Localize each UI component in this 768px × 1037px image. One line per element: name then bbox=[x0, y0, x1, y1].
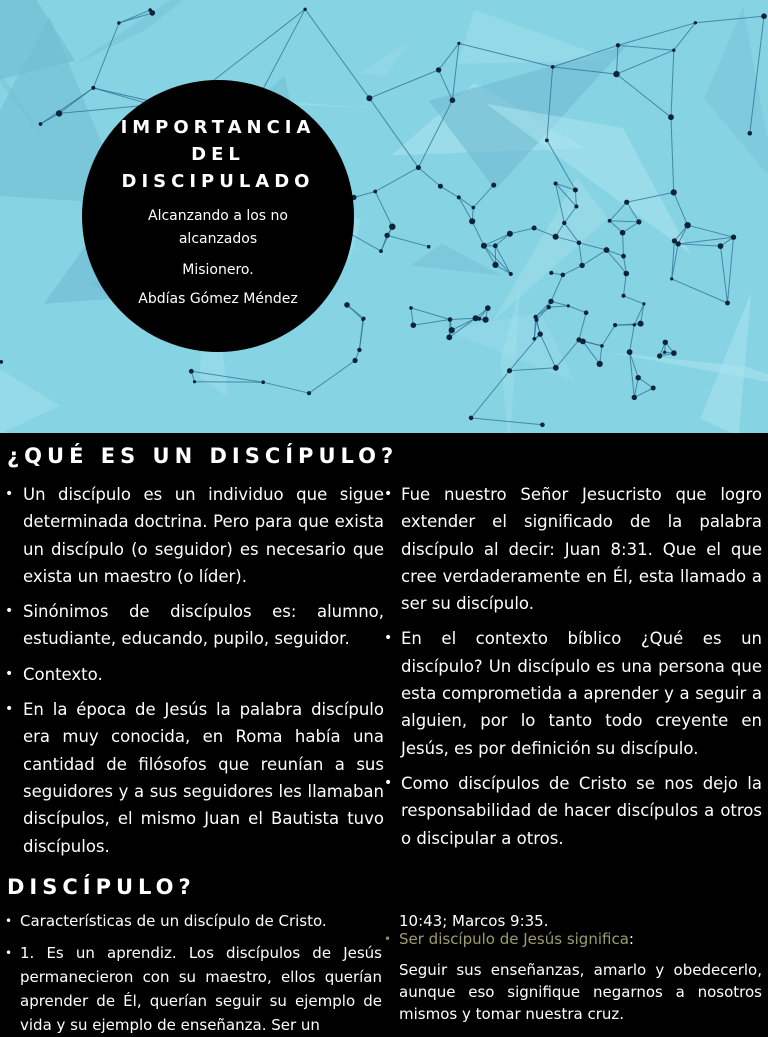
network-node bbox=[307, 391, 311, 395]
network-node bbox=[718, 243, 724, 249]
network-node bbox=[533, 337, 537, 341]
network-node bbox=[379, 249, 383, 253]
bullet-list bbox=[0, 909, 386, 1037]
background-facet bbox=[72, 0, 260, 66]
network-node bbox=[485, 305, 491, 311]
network-edge bbox=[309, 361, 355, 394]
network-node bbox=[576, 337, 581, 342]
network-edge bbox=[411, 308, 450, 320]
cover-title-line: DISCIPULADO bbox=[121, 168, 316, 195]
network-node bbox=[657, 353, 662, 358]
network-node bbox=[532, 226, 537, 231]
network-edge bbox=[674, 23, 696, 50]
network-node bbox=[567, 304, 570, 307]
network-node bbox=[117, 21, 120, 24]
network-node bbox=[189, 369, 194, 374]
network-node bbox=[361, 318, 364, 321]
network-node bbox=[303, 8, 306, 11]
network-edge bbox=[472, 221, 484, 245]
network-edge bbox=[413, 320, 450, 326]
network-node bbox=[622, 294, 626, 298]
list-item-text: En la época de Jesús la palabra discípulo era muy conocida, en Roma había una cantidad de filósofos que reunían a sus seguidores y a sus seguidores les llamaban discípulos, el mismo Juan el Bautista tuvo discípulos. bbox=[23, 700, 384, 855]
network-edge bbox=[638, 378, 653, 388]
bullet-list bbox=[0, 481, 386, 860]
network-node bbox=[671, 189, 677, 195]
scripture-reference: 10:43; Marcos 9:35. bbox=[384, 910, 768, 932]
network-node bbox=[438, 184, 443, 189]
network-node bbox=[624, 271, 630, 277]
network-node bbox=[409, 306, 413, 310]
bullet-list bbox=[384, 481, 768, 852]
network-node bbox=[469, 416, 474, 421]
bullet-icon: • bbox=[384, 481, 392, 508]
network-node bbox=[627, 349, 633, 355]
network-edge bbox=[634, 388, 653, 397]
network-edge bbox=[387, 235, 429, 246]
network-node bbox=[538, 331, 543, 336]
network-node bbox=[547, 305, 551, 309]
list-item bbox=[384, 625, 768, 761]
network-edge bbox=[721, 246, 728, 303]
cover-title-line: IMPORTANCIA bbox=[121, 114, 316, 141]
cover-title bbox=[121, 114, 316, 195]
right-column bbox=[384, 909, 768, 1024]
network-node bbox=[492, 262, 498, 268]
network-node bbox=[373, 190, 377, 194]
network-edge bbox=[624, 296, 644, 304]
cover-role: Misionero. bbox=[182, 260, 253, 280]
network-node bbox=[624, 200, 629, 205]
network-edge bbox=[671, 50, 674, 117]
network-edge bbox=[452, 43, 459, 100]
network-node bbox=[545, 139, 549, 143]
network-node bbox=[436, 67, 441, 72]
network-node bbox=[574, 205, 578, 209]
network-node bbox=[473, 315, 479, 321]
list-item-text: Como discípulos de Cristo se nos dejo la responsabilidad de hacer discípulos a otros o discipular a otros. bbox=[401, 774, 762, 848]
list-item-text: 1. Es un aprendiz. Los discípulos de Jesús permanecieron con su maestro, ellos querían aprender de Él, querían seguir su ejemplo de vida y su ejemplo de enseñanza. Ser un bbox=[20, 944, 382, 1034]
network-edge bbox=[579, 243, 607, 250]
left-column bbox=[0, 481, 386, 865]
network-node bbox=[584, 310, 589, 315]
network-node bbox=[457, 195, 461, 199]
network-node bbox=[731, 235, 736, 240]
network-node bbox=[91, 86, 95, 90]
network-node bbox=[261, 380, 265, 384]
highlight-label: Ser discípulo de Jesús significa bbox=[399, 930, 629, 948]
network-edge bbox=[728, 237, 734, 303]
network-edge bbox=[305, 9, 369, 98]
network-node bbox=[344, 302, 350, 308]
list-item bbox=[384, 481, 768, 617]
list-item-text: En el contexto bíblico ¿Qué es un discípulo? Un discípulo es una persona que esta comprometida a aprender y a seguir a alguien, por lo tanto todo creyente en Jesús, es por definición su discípulo. bbox=[401, 629, 762, 757]
network-node bbox=[507, 368, 512, 373]
network-edge bbox=[354, 192, 375, 198]
network-node bbox=[449, 327, 455, 333]
sub-bullet bbox=[384, 928, 768, 950]
network-edge bbox=[624, 274, 627, 296]
network-node bbox=[676, 241, 681, 246]
list-item-text: Características de un discípulo de Cristo. bbox=[20, 912, 327, 930]
list-item-text: Un discípulo es un individuo que sigue determinada doctrina. Pero para que exista un discípulo (o seguidor) es necesario que exista un maestro (o líder). bbox=[23, 485, 384, 586]
network-edge bbox=[347, 305, 363, 320]
bullet-icon: • bbox=[5, 661, 13, 688]
network-node bbox=[597, 361, 603, 367]
network-edge bbox=[439, 70, 453, 100]
network-edge bbox=[510, 228, 534, 234]
network-edge bbox=[473, 185, 493, 208]
network-edge bbox=[671, 117, 674, 192]
network-node bbox=[668, 114, 674, 120]
network-node bbox=[600, 344, 604, 348]
bullet-icon: • bbox=[5, 696, 13, 723]
network-edge bbox=[93, 23, 119, 88]
network-node bbox=[604, 247, 610, 253]
network-edge bbox=[579, 243, 582, 266]
network-edge bbox=[672, 279, 728, 303]
network-node bbox=[551, 65, 555, 69]
meaning-text: Seguir sus enseñanzas, amarlo y obedecerlo, aunque eso signifique negarnos a nosotros mismos y tomar nuestra cruz. bbox=[384, 959, 768, 1025]
list-item bbox=[0, 598, 386, 653]
network-edge bbox=[618, 23, 695, 46]
cover-slide bbox=[0, 0, 768, 433]
network-node bbox=[651, 386, 656, 391]
question-slide bbox=[0, 433, 768, 865]
background-facet bbox=[410, 244, 502, 276]
network-node bbox=[613, 323, 617, 327]
network-edge bbox=[602, 325, 615, 346]
slide-heading: ¿QUÉ ES UN DISCÍPULO? bbox=[7, 444, 398, 468]
bullet-icon: • bbox=[384, 625, 392, 652]
network-node bbox=[694, 21, 697, 24]
network-edge bbox=[471, 371, 509, 418]
network-node bbox=[553, 365, 559, 371]
cover-title-line: DEL bbox=[121, 141, 316, 168]
network-node bbox=[457, 42, 460, 45]
network-edge bbox=[617, 50, 674, 74]
network-node bbox=[533, 315, 537, 319]
network-node bbox=[553, 234, 559, 240]
network-edge bbox=[579, 313, 586, 340]
bullet-icon: • bbox=[5, 909, 12, 933]
network-node bbox=[483, 317, 489, 323]
network-node bbox=[725, 301, 730, 306]
network-node bbox=[448, 317, 453, 322]
network-node bbox=[509, 272, 513, 276]
network-node bbox=[621, 254, 626, 259]
right-column bbox=[384, 481, 768, 865]
network-node bbox=[554, 182, 558, 186]
network-edge bbox=[484, 246, 496, 265]
network-node bbox=[632, 395, 637, 400]
network-node bbox=[636, 375, 641, 380]
bullet-icon: • bbox=[5, 941, 12, 965]
network-node bbox=[748, 131, 753, 136]
network-node bbox=[491, 183, 496, 188]
network-edge bbox=[549, 306, 569, 307]
network-node bbox=[56, 110, 62, 116]
network-node bbox=[540, 423, 545, 428]
network-edge bbox=[450, 318, 476, 319]
network-node bbox=[561, 273, 566, 278]
network-node bbox=[427, 245, 431, 249]
network-node bbox=[548, 299, 553, 304]
network-node bbox=[493, 243, 498, 248]
network-node bbox=[469, 218, 475, 224]
network-node bbox=[642, 302, 645, 305]
title-circle bbox=[82, 80, 354, 352]
network-node bbox=[608, 219, 612, 223]
network-node bbox=[620, 230, 626, 236]
background-facet bbox=[705, 6, 768, 184]
network-node bbox=[672, 49, 675, 52]
network-edge bbox=[623, 233, 624, 257]
network-edge bbox=[418, 168, 440, 187]
network-node bbox=[761, 13, 767, 19]
bullet-icon: • bbox=[5, 598, 13, 625]
network-edge bbox=[459, 197, 474, 207]
list-item bbox=[0, 481, 386, 590]
network-edge bbox=[623, 222, 639, 233]
network-node bbox=[193, 380, 196, 383]
network-node bbox=[684, 222, 690, 228]
network-node bbox=[0, 360, 3, 364]
network-edge bbox=[582, 250, 606, 265]
network-node bbox=[562, 221, 566, 225]
network-edge bbox=[617, 74, 672, 117]
network-node bbox=[579, 263, 584, 268]
label-colon: : bbox=[629, 930, 634, 948]
network-edge bbox=[440, 186, 458, 197]
network-node bbox=[353, 358, 358, 363]
network-node bbox=[633, 323, 636, 326]
list-item bbox=[0, 909, 386, 933]
network-edge bbox=[568, 306, 586, 313]
network-node bbox=[663, 351, 666, 354]
network-node bbox=[507, 231, 513, 237]
network-node bbox=[411, 322, 417, 328]
network-node bbox=[472, 206, 476, 210]
network-node bbox=[549, 271, 553, 275]
network-edge bbox=[369, 98, 418, 167]
network-node bbox=[481, 243, 487, 249]
network-edge bbox=[688, 225, 734, 237]
network-node bbox=[357, 348, 361, 352]
network-edge bbox=[263, 382, 309, 393]
network-node bbox=[416, 165, 421, 170]
background-facet bbox=[359, 42, 410, 77]
slide-heading: DISCÍPULO? bbox=[7, 875, 196, 899]
bullet-icon: • bbox=[5, 481, 13, 508]
network-node bbox=[613, 71, 619, 77]
network-edge bbox=[618, 45, 674, 50]
network-node bbox=[616, 43, 620, 47]
network-edge bbox=[634, 378, 638, 398]
network-edge bbox=[610, 221, 639, 222]
network-node bbox=[671, 350, 677, 356]
list-item bbox=[0, 696, 386, 860]
network-node bbox=[366, 95, 372, 101]
network-edge bbox=[695, 16, 764, 23]
network-edge bbox=[610, 202, 627, 221]
network-edge bbox=[536, 307, 549, 317]
network-edge bbox=[563, 265, 582, 275]
network-node bbox=[446, 334, 452, 340]
network-node bbox=[638, 321, 644, 327]
network-edge bbox=[195, 382, 264, 383]
network-edge bbox=[551, 275, 563, 302]
network-edge bbox=[459, 197, 472, 221]
left-column bbox=[0, 909, 386, 1024]
network-node bbox=[670, 277, 673, 280]
list-item bbox=[0, 661, 386, 688]
list-item-text: Contexto. bbox=[23, 665, 103, 684]
network-edge bbox=[375, 192, 392, 227]
network-node bbox=[148, 8, 152, 12]
network-edge bbox=[674, 192, 688, 225]
network-node bbox=[573, 188, 578, 193]
list-item-text: Sinónimos de discípulos es: alumno, estudiante, educando, pupilo, seguidor. bbox=[23, 602, 384, 648]
network-node bbox=[577, 241, 582, 246]
cover-author: Abdías Gómez Méndez bbox=[138, 289, 297, 309]
network-node bbox=[39, 122, 43, 126]
network-node bbox=[384, 233, 389, 238]
network-edge bbox=[359, 320, 363, 350]
network-node bbox=[389, 224, 395, 230]
bullet-icon: • bbox=[384, 928, 391, 950]
characteristics-slide bbox=[0, 865, 768, 1024]
list-item bbox=[384, 770, 768, 852]
list-item bbox=[0, 941, 386, 1037]
network-edge bbox=[375, 168, 418, 192]
bullet-icon: • bbox=[384, 770, 392, 797]
list-item-text: Fue nuestro Señor Jesucristo que logro extender el significado de la palabra discípulo al decir: Juan 8:31. Que el que cree verdaderamente en Él, esta llamado a ser su discípulo. bbox=[401, 485, 762, 613]
network-node bbox=[636, 219, 641, 224]
network-edge bbox=[630, 325, 635, 352]
network-node bbox=[663, 340, 668, 345]
network-node bbox=[450, 97, 456, 103]
cover-subtitle: Alcanzando a los no alcanzados bbox=[138, 205, 298, 251]
